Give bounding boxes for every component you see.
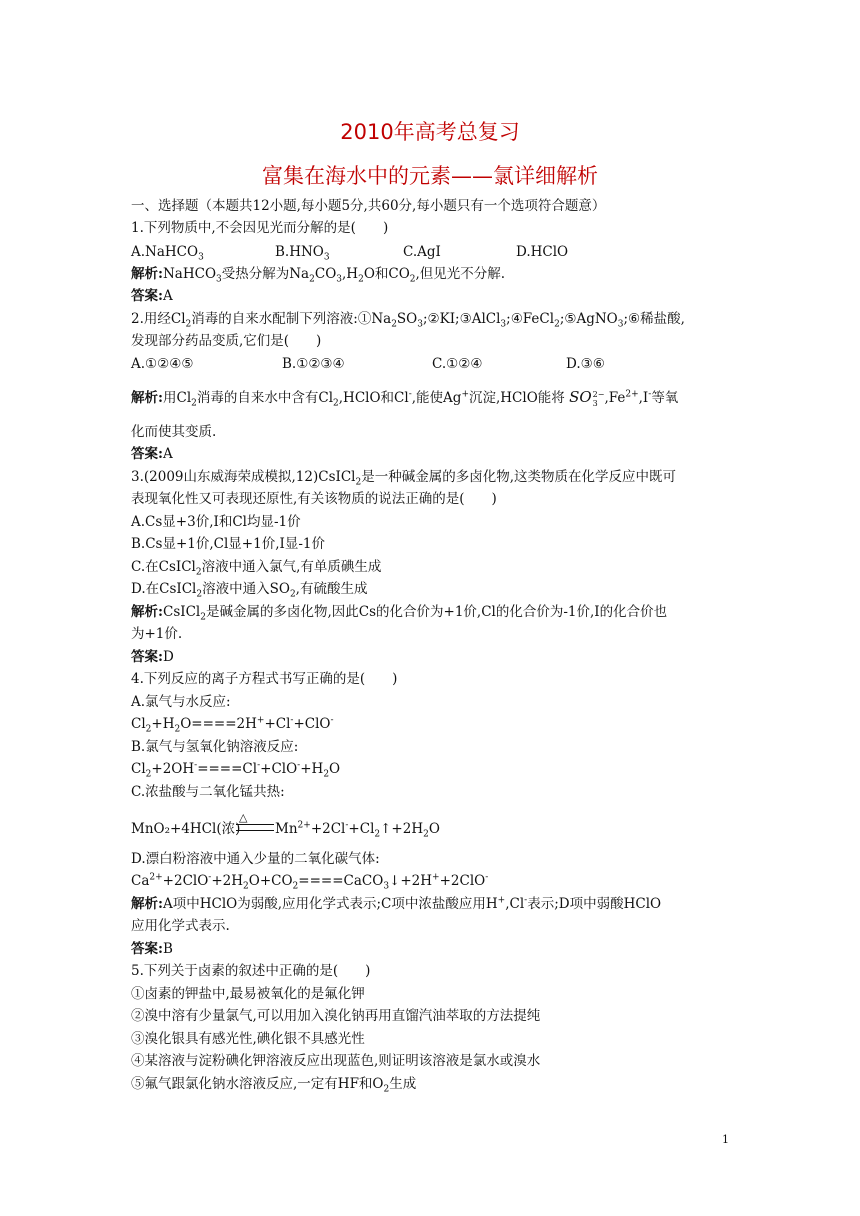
document-subtitle: 富集在海水中的元素——氯详细解析	[262, 164, 598, 188]
sulfite-ion: SO 2− 3	[569, 388, 605, 408]
q5-item: ④某溶液与淀粉碘化钾溶液反应出现蓝色,则证明该溶液是氯水或溴水	[131, 1053, 541, 1069]
q4-stem: 4.下列反应的离子方程式书写正确的是( )	[131, 671, 398, 687]
reaction-arrow	[236, 824, 274, 831]
q1-answer: 答案:A	[131, 288, 173, 304]
q2-analysis-line2: 化而使其变质.	[131, 424, 217, 440]
q4-equation-b: $Cl_2+2OH^-====Cl^-+ClO^-+H_2O$	[131, 760, 341, 780]
q4-analysis-line2: 应用化学式表示.	[131, 918, 230, 934]
q3-stem-line2: 表现氧化性又可表现还原性,有关该物质的说法正确的是( )	[131, 491, 497, 507]
q4-equation-c-left: MnO₂+4HCl(浓)	[131, 821, 241, 837]
q2-stem: 2.用经$Cl_2$消毒的自来水配制下列溶液$:①Na_2SO_3;②KI;③AlCl_3;④FeCl_2;⑤AgNO_3;⑥$稀盐酸,	[131, 311, 685, 330]
q3-option-d: D.在CsICl$_2$溶液中通入$SO_2$,有硫酸生成	[131, 581, 368, 600]
analysis-label: 解析:	[131, 604, 163, 620]
document-title: 2010年高考总复习	[340, 120, 520, 144]
analysis-label: 解析:	[131, 266, 163, 282]
heat-symbol: △	[239, 811, 248, 824]
q3-option-a: A.Cs显+3价,I和Cl均显-1价	[131, 514, 301, 530]
q3-answer: 答案:D	[131, 649, 174, 665]
q5-stem: 5.下列关于卤素的叙述中正确的是( )	[131, 963, 371, 979]
q5-item: ②溴中溶有少量氯气,可以用加入溴化钠再用直馏汽油萃取的方法提纯	[131, 1008, 541, 1024]
q3-option-c: C.在CsICl$_2$溶液中通入氯气,有单质碘生成	[131, 559, 382, 578]
analysis-label: 解析:	[131, 390, 163, 406]
q1-option-a: A.NaHCO$_3$	[131, 244, 204, 263]
q2-option-a: A.①②④⑤	[131, 356, 194, 372]
q2-stem-line2: 发现部分药品变质,它们是( )	[131, 333, 322, 349]
q2-analysis: 解析:用$Cl_2$消毒的自来水中含有$Cl_2,HClO$和Cl-,能使Ag+沉淀,HClO能将 SO 2− 3 $,Fe^{2+},I^-$等氧	[131, 388, 679, 409]
q3-option-b: B.Cs显+1价,Cl显+1价,I显-1价	[131, 536, 325, 552]
q4-option-d: D.漂白粉溶液中通入少量的二氧化碳气体:	[131, 851, 380, 867]
q3-analysis-line2: 为+1价.	[131, 626, 183, 642]
section-header: 一、选择题（本题共12小题,每小题5分,共60分,每小题只有一个选项符合题意）	[131, 198, 606, 214]
q4-analysis: 解析:A项中HClO为弱酸,应用化学式表示;C项中浓盐酸应用H+,Cl-表示;D项中弱酸HClO	[131, 895, 662, 912]
q1-analysis: 解析:NaHCO$_3$受热分解为$Na_2CO_3,H_2O$和$CO_2$,但见光不分解.	[131, 266, 506, 285]
q5-item: ③溴化银具有感光性,碘化银不具感光性	[131, 1031, 365, 1047]
q4-option-c: C.浓盐酸与二氧化锰共热:	[131, 784, 285, 800]
q1-option-c: C.AgI	[403, 244, 441, 260]
q1-stem: 1.下列物质中,不会因见光而分解的是( )	[131, 220, 389, 236]
q1-option-b: $B.HNO_3$	[275, 244, 330, 263]
q4-option-b: B.氯气与氢氧化钠溶液反应:	[131, 739, 299, 755]
q4-equation-a: $Cl_2+H_2O====2H^++Cl^-+ClO^-$	[131, 715, 334, 735]
q4-answer: 答案:B	[131, 941, 173, 957]
q4-equation-c-right: $Mn^{2+}+2Cl^-+Cl_2↑+2H_2O$	[275, 820, 440, 840]
q2-answer: 答案:A	[131, 446, 173, 462]
q1-option-d: D.HClO	[516, 244, 569, 260]
analysis-label: 解析:	[131, 896, 163, 912]
page-number: 1	[722, 1133, 729, 1146]
q4-option-a: A.氯气与水反应:	[131, 694, 231, 710]
q5-item: ①卤素的钾盐中,最易被氧化的是氟化钾	[131, 986, 365, 1002]
q2-option-c: C.①②④	[432, 356, 483, 372]
q1-options	[131, 244, 204, 263]
q3-stem: 3.(2009山东威海荣成模拟,12)CsICl$_2$是一种碱金属的多卤化物,这类物质在化学反应中既可	[131, 469, 677, 488]
q2-option-b: B.①②③④	[282, 356, 345, 372]
q2-option-d: D.③⑥	[566, 356, 605, 372]
q5-item: ⑤氟气跟氯化钠水溶液反应,一定有HF和$O_2$生成	[131, 1076, 417, 1095]
q3-analysis: 解析:CsICl$_2$是碱金属的多卤化物,因此Cs的化合价为+1价,Cl的化合价为-1价,I的化合价也	[131, 604, 668, 623]
q4-equation-d: $Ca^{2+}+2ClO^-+2H_2O+CO_2====CaCO_3↓+2H^++2ClO^-$	[131, 872, 489, 892]
